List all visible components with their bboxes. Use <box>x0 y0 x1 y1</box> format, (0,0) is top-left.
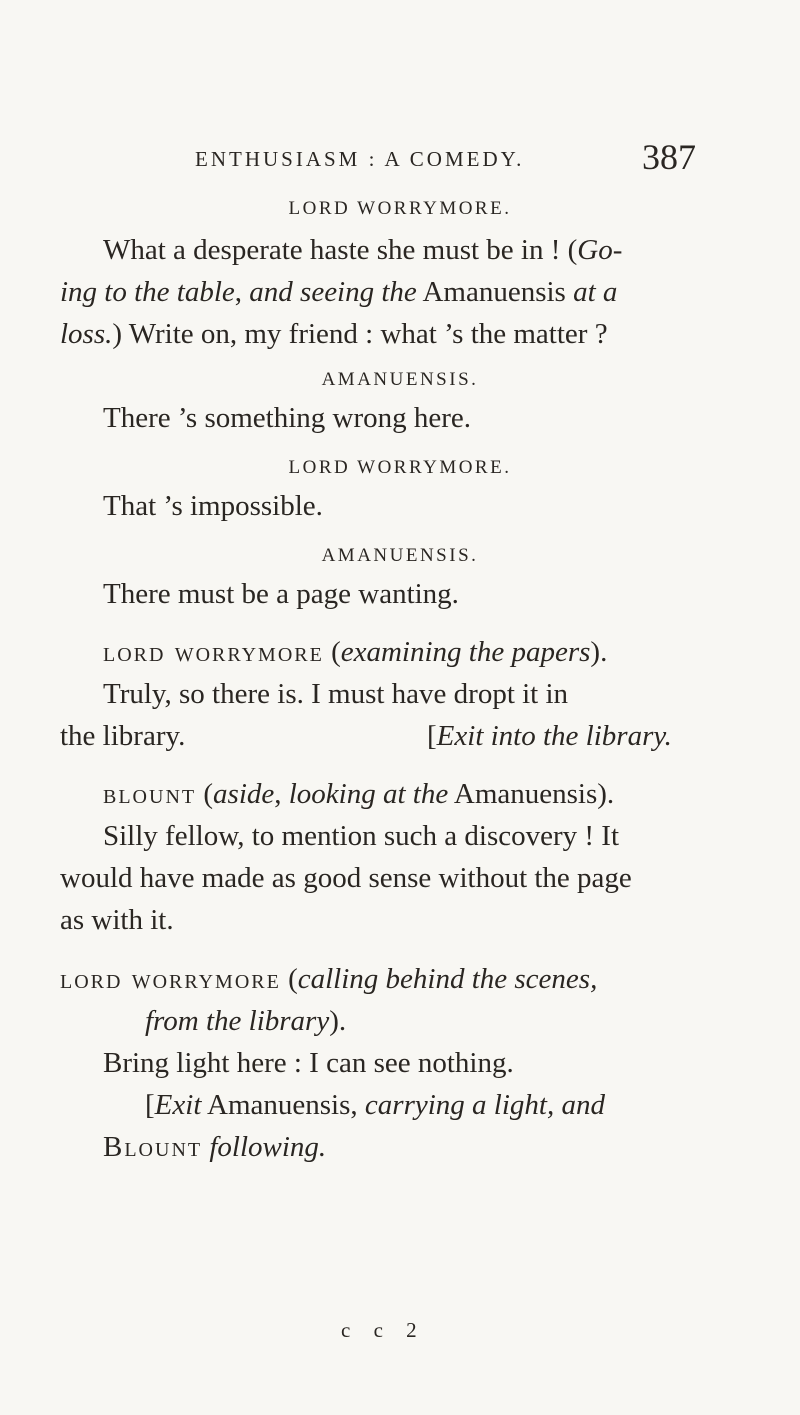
speaker-line: blount (aside, looking at the Amanuensis). <box>103 778 615 810</box>
dialogue-line: Truly, so there is. I must have dropt it in <box>103 678 569 710</box>
stage-direction: from the library). <box>145 1005 347 1037</box>
stage-direction: [Exit into the library. <box>427 720 672 752</box>
speaker-line: lord worrymore (calling behind the scenes, <box>60 963 598 995</box>
dialogue-line: There ’s something wrong here. <box>103 402 472 434</box>
dialogue-line: That ’s impossible. <box>103 490 323 522</box>
dialogue-line: What a desperate haste she must be in ! (Go- <box>103 234 623 266</box>
speaker-heading: LORD WORRYMORE. <box>288 198 512 219</box>
dialogue-line: ing to the table, and seeing the Amanuensis at a <box>60 276 618 308</box>
speaker-heading: LORD WORRYMORE. <box>288 457 512 478</box>
dialogue-line: as with it. <box>60 904 174 936</box>
stage-direction: Blount following. <box>103 1131 327 1163</box>
running-title: ENTHUSIASM : A COMEDY. <box>195 147 525 171</box>
dialogue-line: would have made as good sense without the page <box>60 862 632 894</box>
signature-mark: c c 2 <box>341 1318 426 1342</box>
stage-direction: [Exit Amanuensis, carrying a light, and <box>145 1089 605 1121</box>
page-number: 387 <box>642 137 696 177</box>
dialogue-line: There must be a page wanting. <box>103 578 459 610</box>
dialogue-line: Silly fellow, to mention such a discovery ! It <box>103 820 619 852</box>
speaker-heading: AMANUENSIS. <box>321 369 479 390</box>
dialogue-line: Bring light here : I can see nothing. <box>103 1047 514 1079</box>
dialogue-line: loss.) Write on, my friend : what ’s the matter ? <box>60 318 608 350</box>
dialogue-line: the library. <box>60 720 186 752</box>
speaker-heading: AMANUENSIS. <box>321 545 479 566</box>
speaker-line: lord worrymore (examining the papers). <box>103 636 608 668</box>
